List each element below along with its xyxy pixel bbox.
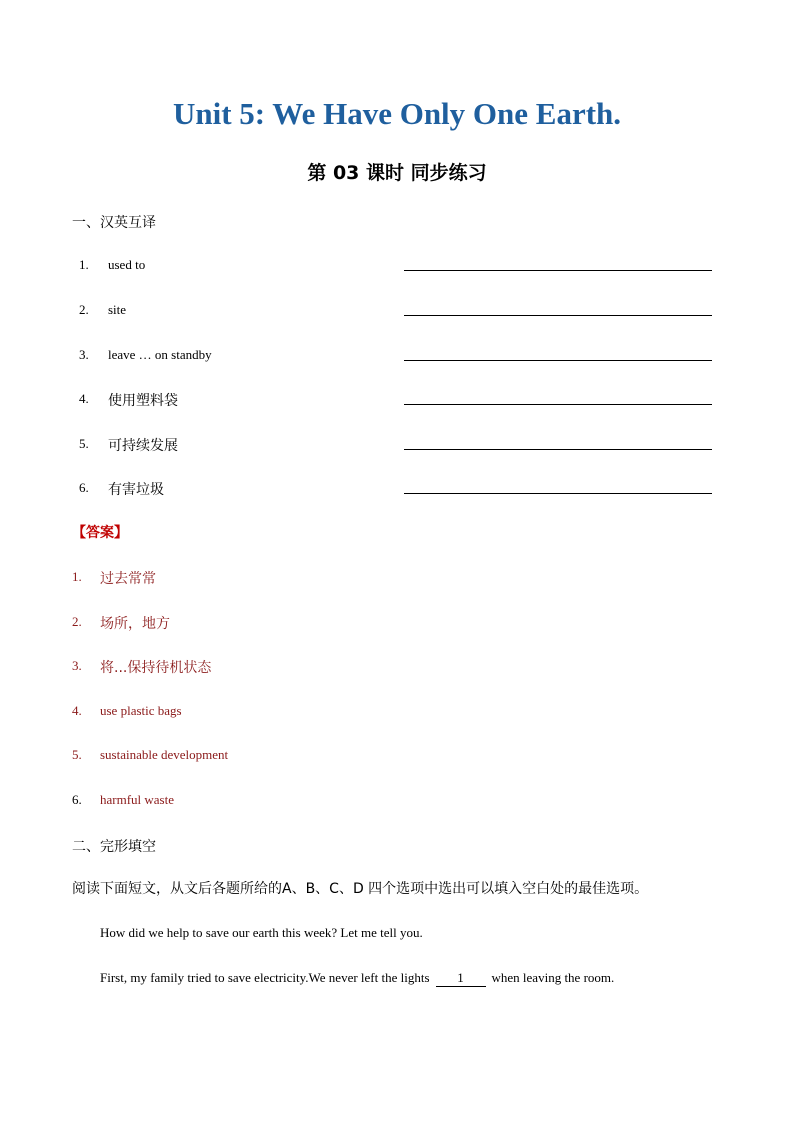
page-title: Unit 5: We Have Only One Earth.: [172, 96, 622, 131]
question-text: leave … on standby: [108, 347, 212, 362]
answer-blank-line[interactable]: [404, 404, 712, 405]
passage-paragraph: [100, 970, 614, 987]
answer-blank-line[interactable]: [404, 315, 712, 316]
answer-blank-line[interactable]: [404, 493, 712, 494]
question-row: [0, 257, 794, 281]
question-number: 4.: [79, 391, 89, 406]
question-number: 6.: [79, 480, 89, 495]
question-number: 2.: [79, 302, 89, 317]
answer-row: [0, 569, 794, 593]
answer-text: 将...保持待机状态: [100, 660, 212, 676]
answer-text: 场所，地方: [100, 616, 170, 632]
answer-number: 6.: [72, 792, 82, 807]
answer-text: 过去常常: [100, 571, 156, 587]
passage-text: when leaving the room.: [491, 970, 615, 985]
question-text: 有害垃圾: [108, 482, 164, 498]
cloze-instruction: 阅读下面短文，从文后各题所给的A、B、C、D 四个选项中选出可以填入空白处的最佳选项。: [72, 881, 649, 897]
answer-number: 1.: [72, 569, 82, 584]
section1-heading: 一、汉英互译: [72, 215, 156, 231]
question-row: [0, 302, 794, 326]
question-text: 可持续发展: [108, 438, 178, 454]
answer-number: 2.: [72, 614, 82, 629]
answer-blank-line[interactable]: [404, 360, 712, 361]
question-number: 1.: [79, 257, 89, 272]
answer-number: 5.: [72, 747, 82, 762]
answer-number: 4.: [72, 703, 82, 718]
question-number: 3.: [79, 347, 89, 362]
question-text: used to: [108, 257, 146, 272]
question-row: [0, 436, 794, 460]
answer-row: [0, 658, 794, 682]
answer-row: [0, 792, 794, 816]
passage-text: First, my family tried to save electricity.We never left the lights: [100, 970, 430, 985]
answer-blank-line[interactable]: [404, 270, 712, 271]
section2-heading: 二、完形填空: [72, 839, 156, 855]
question-text: site: [108, 302, 127, 317]
question-text: 使用塑料袋: [108, 393, 178, 409]
question-row: [0, 480, 794, 504]
answer-number: 3.: [72, 658, 82, 673]
answer-row: [0, 747, 794, 771]
question-number: 5.: [79, 436, 89, 451]
lesson-subtitle: 第 03 课时 同步练习: [307, 162, 487, 184]
passage-paragraph: How did we help to save our earth this week? Let me tell you.: [100, 925, 423, 940]
answer-text: harmful waste: [100, 792, 175, 807]
question-row: [0, 391, 794, 415]
answer-heading: 【答案】: [72, 525, 128, 541]
answer-row: [0, 703, 794, 727]
answer-text: sustainable development: [100, 747, 229, 762]
answer-text: use plastic bags: [100, 703, 182, 718]
answer-blank-line[interactable]: [404, 449, 712, 450]
cloze-blank[interactable]: 1: [436, 970, 486, 987]
answer-row: [0, 614, 794, 638]
question-row: [0, 347, 794, 371]
